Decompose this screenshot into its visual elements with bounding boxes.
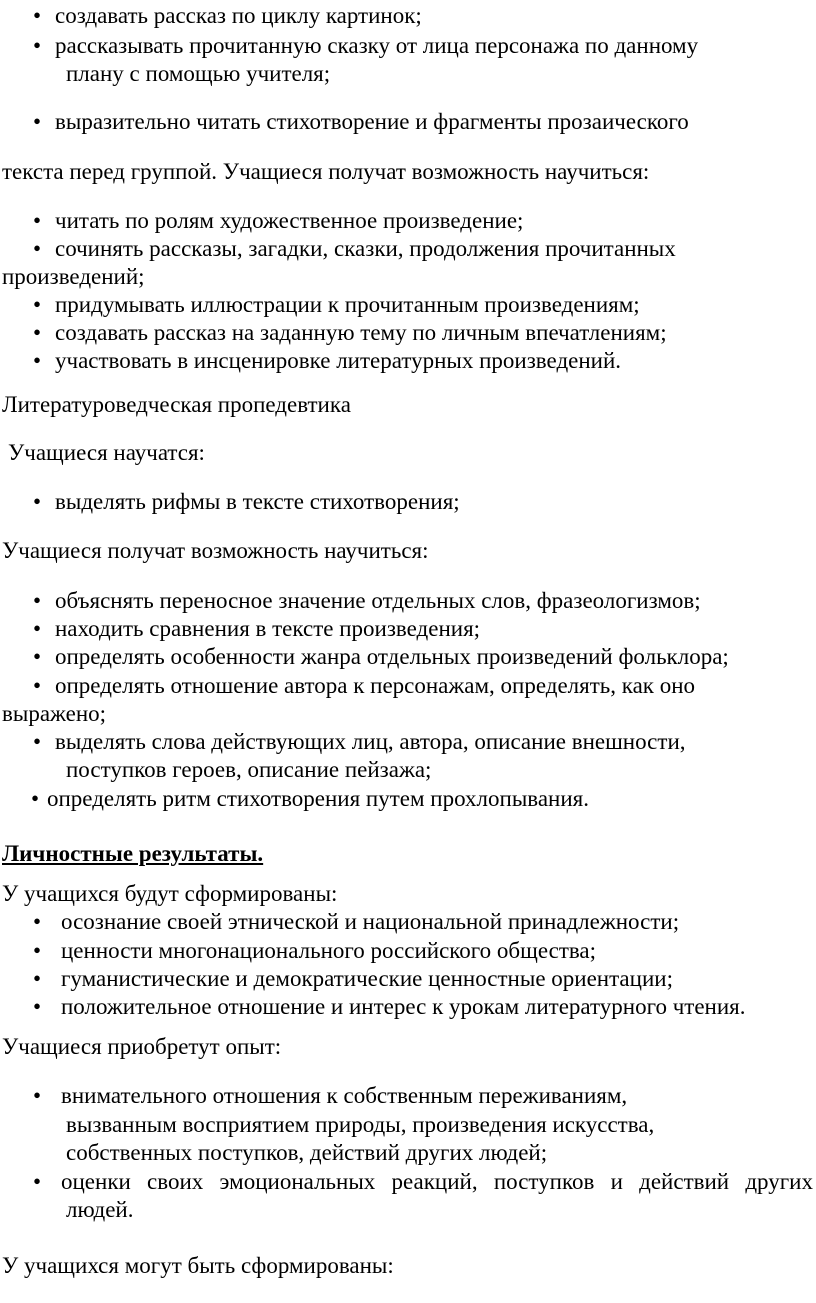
list-item: находить сравнения в тексте произведения; [55, 616, 481, 641]
bullet-icon: • [33, 292, 42, 317]
section-title: Литературоведческая пропедевтика [2, 392, 351, 417]
section-heading: Личностные результаты. [2, 841, 264, 866]
bullet-icon: • [33, 994, 42, 1019]
list-item: объяснять переносное значение отдельных слов, фразеологизмов; [55, 588, 701, 613]
list-item: определять особенности жанра отдельных произведений фольклора; [55, 644, 729, 669]
bullet-icon: • [33, 109, 42, 134]
list-item: выделять слова действующих лиц, автора, описание внешности, [55, 729, 686, 754]
list-item-continuation: плану с помощью учителя; [66, 61, 331, 86]
paragraph-text: У учащихся будут сформированы: [2, 881, 338, 906]
list-item-continuation: людей. [66, 1197, 134, 1222]
bullet-icon: • [33, 616, 42, 641]
list-item-continuation: вызванным восприятием природы, произведения искусства, [66, 1112, 655, 1137]
list-item: осознание своей этнической и национальной принадлежности; [61, 909, 680, 934]
list-item: определять отношение автора к персонажам, определять, как оно [55, 673, 696, 698]
bullet-icon: • [33, 938, 42, 963]
bullet-icon: • [33, 729, 42, 754]
list-item: создавать рассказ на заданную тему по личным впечатлениям; [55, 320, 667, 345]
bullet-icon: • [31, 786, 40, 811]
list-item: определять ритм стихотворения путем прохлопывания. [47, 786, 589, 811]
bullet-icon: • [33, 1083, 42, 1108]
list-item: выразительно читать стихотворение и фрагменты прозаического [55, 109, 689, 134]
list-item: ценности многонационального российского общества; [61, 938, 597, 963]
bullet-icon: • [33, 966, 42, 991]
bullet-icon: • [33, 588, 42, 613]
list-item-continuation: поступков героев, описание пейзажа; [66, 757, 432, 782]
list-item: рассказывать прочитанную сказку от лица персонажа по данному [55, 33, 699, 58]
list-item: сочинять рассказы, загадки, сказки, продолжения прочитанных [55, 236, 676, 261]
paragraph-text: текста перед группой. Учащиеся получат возможность научиться: [2, 159, 650, 184]
bullet-icon: • [33, 33, 42, 58]
bullet-icon: • [33, 236, 42, 261]
list-item: оценки своих эмоциональных реакций, поступков и действий других [61, 1169, 813, 1194]
bullet-icon: • [33, 673, 42, 698]
list-item: читать по ролям художественное произведение; [55, 208, 524, 233]
bullet-icon: • [33, 320, 42, 345]
list-item: внимательного отношения к собственным переживаниям, [61, 1083, 628, 1108]
paragraph-text: Учащиеся приобретут опыт: [2, 1034, 282, 1059]
list-item: придумывать иллюстрации к прочитанным произведениям; [55, 292, 640, 317]
list-item-continuation: выражено; [2, 701, 107, 726]
paragraph-text: У учащихся могут быть сформированы: [2, 1253, 394, 1278]
bullet-icon: • [33, 3, 42, 28]
bullet-icon: • [33, 909, 42, 934]
list-item: выделять рифмы в тексте стихотворения; [55, 489, 460, 514]
bullet-icon: • [33, 1169, 42, 1194]
list-item-continuation: собственных поступков, действий других людей; [66, 1140, 548, 1165]
list-item: гуманистические и демократические ценностные ориентации; [61, 966, 673, 991]
bullet-icon: • [33, 348, 42, 373]
list-item: положительное отношение и интерес к урокам литературного чтения. [61, 994, 746, 1019]
list-item: участвовать в инсценировке литературных произведений. [55, 348, 622, 373]
bullet-icon: • [33, 208, 42, 233]
bullet-icon: • [33, 644, 42, 669]
paragraph-text: Учащиеся научатся: [8, 440, 205, 465]
paragraph-text: Учащиеся получат возможность научиться: [2, 538, 429, 563]
list-item: создавать рассказ по циклу картинок; [55, 3, 422, 28]
list-item-continuation: произведений; [2, 264, 145, 289]
bullet-icon: • [33, 489, 42, 514]
